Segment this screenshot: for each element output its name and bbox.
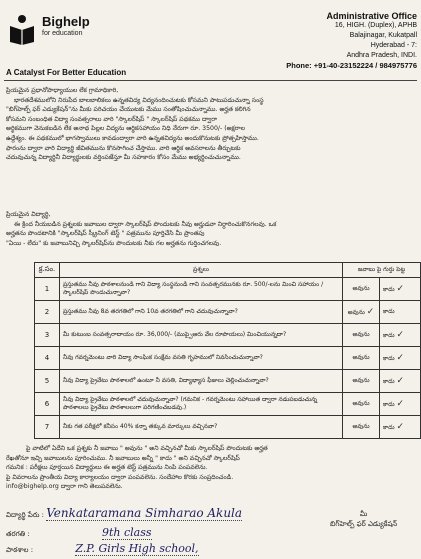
answer-yes-option[interactable]: అవును — [343, 393, 380, 416]
intro-line: ఉద్దేశ్యం. ఈ పథకములో భాగస్వాములు కావడంద్వారా వారి ఉన్నతవిద్యను అందుకొనుటకు ప్రోత్సహిస్తాము. — [6, 134, 259, 142]
row-question: ప్రస్తుతము నీవు 8వ తరగతిలో గాని 10వ తరగతిలో గాని చదువుచున్నావా? — [60, 301, 343, 324]
checkmark-icon: ✓ — [396, 353, 404, 363]
student-name-row — [6, 506, 242, 521]
office-line: Hyderabad - 7: — [370, 42, 417, 49]
student-name-label: విద్యార్థి పేరు : — [6, 511, 44, 519]
header-divider — [4, 80, 417, 81]
answer-no-option[interactable]: కాదు — [380, 301, 421, 324]
row-number: 1 — [35, 278, 60, 301]
answer-no-label: కాదు — [383, 286, 395, 293]
intro-paragraph — [6, 86, 417, 163]
answer-no-label: కాదు — [383, 401, 395, 408]
table-row — [35, 370, 421, 393]
brand-subtitle: for education — [42, 30, 83, 37]
row-question: నీవు విద్యా ప్రైవేటు పాఠశాలలో చదువుచున్నావా? (గమనిక - గవర్నమెంటు సహాయిత ద్వారా నడుపబడుచున్న పాఠశాలలు ప్రైవేటు పాఠశాలలుగా పరిగణించబడవు.) — [60, 393, 343, 416]
table-row — [35, 393, 421, 416]
table-row — [35, 324, 421, 347]
table-row — [35, 301, 421, 324]
office-line: 16, HIGH. (Duplex), APHB — [334, 22, 417, 29]
row-question: మీ కుటుంబ సంవత్సరాదాయం రూ. 36,000/- (ముప్పైఆరు వేల రూపాయలు) మించియున్నదా? — [60, 324, 343, 347]
student-name-field[interactable]: Venkataramana Simharao Akula — [46, 506, 243, 520]
student-paragraph — [6, 210, 417, 248]
footer-line: గమనిక : పరీక్షలు పూర్తయిన విద్యార్థులు ఈ అర్హత టెస్ట్ పత్రమును నింపి పంపవలెను. — [6, 464, 208, 472]
row-number: 7 — [35, 416, 60, 439]
tagline: A Catalyst For Better Education — [6, 68, 127, 77]
footer-line: రేఖతోనూ ఇచ్చి జవాబులను పూరించుము. నీ జవాబులు అన్నీ " కాదు " అని వచ్చినచో స్కాలర్‌షిప్ — [6, 454, 240, 462]
col-header-number: క్ర.సం. — [35, 263, 60, 278]
answer-no-label: కాదు — [383, 378, 395, 385]
checkmark-icon: ✓ — [396, 422, 404, 432]
footer-email: info@bighelp.org ద్వారా గాని తెలుపవలెను. — [6, 483, 123, 491]
table-header-row — [35, 263, 421, 278]
student-greeting: ప్రియమైన విద్యార్థి, — [6, 211, 51, 218]
intro-line: ఫారంను ద్వారా వారి విద్యార్థి జీవితమును కొనసాగించ చేస్తాము. వారి ఆర్థిక అవసరాలను తీర్చుటకు — [6, 144, 241, 152]
row-number: 2 — [35, 301, 60, 324]
intro-line: "బిగ్‌హెల్ప్ ఫర్ ఎడ్యుకేషన్"ను మీకు పరిచయం చేయుటకు మేము సంతోషించుచున్నాము. అర్హత కలిగిన — [6, 106, 251, 114]
answer-no-option[interactable] — [380, 370, 421, 393]
intro-line: అర్థికముగా వెనుకబడిన లేక అనాథ పిల్లల విద్యను ఆర్థికసహాయం నిధి నేరుగా రూ. 3500/- (అక్షరాల — [6, 125, 245, 133]
checkmark-icon: ✓ — [396, 330, 404, 340]
col-header-answer: జవాబు పై గుర్తు పెట్ట — [343, 263, 421, 278]
school-field[interactable]: Z.P. Girls High school, — [75, 542, 199, 555]
intro-line: భారతదేశములోని నిరుపేద బాలబాలికలు ఉన్నతవిద్య విద్యనందించుటకు కోసమని పాటుపడుచున్నా సంస్థ — [14, 96, 264, 104]
office-phone: Phone: +91-40-23152224 / 984975776 — [286, 61, 417, 70]
answer-no-label: కాదు — [383, 332, 395, 339]
answer-no-option[interactable] — [380, 393, 421, 416]
row-question: నీకు గత పరీక్షలో కనీసం 40% కన్నా తక్కువ మార్కులు వచ్చినవా? — [60, 416, 343, 439]
checkmark-icon: ✓ — [396, 376, 404, 386]
class-label: తరగతి : — [6, 530, 30, 538]
footer-line: పై వాటిలో ఏదేని ఒక ప్రశ్నకు నీ జవాబు " అవును " అని వచ్చినచో మీకు స్కాలర్‌షిప్ పొందుటకు అర్హత — [26, 445, 268, 452]
answer-no-label: కాదు — [383, 355, 395, 362]
intro-line: కోసమని సంబంధిత విద్యా సంవత్సరాలు వారి "స్కాలర్‌షిప్ " స్కాలర్‌షిప్‌ పథకము ద్వారా — [6, 115, 218, 123]
checkmark-icon: ✓ — [366, 307, 375, 317]
row-number: 5 — [35, 370, 60, 393]
footer-paragraph — [6, 444, 417, 492]
checkmark-icon: ✓ — [396, 399, 404, 409]
intro-greeting: ప్రియమైన ప్రధానోపాధ్యాయుల లేక గ్రామాధికారి, — [6, 87, 119, 94]
answer-yes-option[interactable]: అవును — [343, 370, 380, 393]
school-label: పాఠశాల : — [6, 546, 34, 554]
student-line: ఈ క్రింద నీయబడిన ప్రశ్నలకు జవాబుల ద్వారా స్కాలర్‌షిప్ పొందుటకు నీవు అర్హుడవా నిర్ధారించుకొనగలవు. ఒక — [14, 220, 277, 228]
footer-line: పై వివరాలను ప్రాంతీయ విద్యా కార్యాలయం ద్వారా పంపవలెను. సందేహాల కొరకు సంప్రదించండి. — [6, 473, 234, 481]
office-line: Balajinagar, Kukatpall — [349, 32, 417, 39]
signature-org: బిగ్‌హెల్ప్ ఫర్ ఎడ్యుకేషన్ — [330, 520, 398, 528]
col-header-question: ప్రశ్నలు — [60, 263, 343, 278]
row-number: 6 — [35, 393, 60, 416]
row-question: ప్రస్తుతము నీవు పాఠశాలనుండి గాని విద్యా సంస్థనుండి గాని సంవత్సరమునకు రూ. 500/-లను మించి సహాయం / స్కాలర్‌షిప్ పొందుచున్నావా? — [60, 278, 343, 301]
brand-name: Bighelp — [42, 14, 90, 29]
office-address — [247, 11, 417, 70]
signature-label: మీ — [359, 510, 368, 518]
student-line: "ఏయి - లేదు" కు జవాబునిచ్చి స్కాలర్‌షిప్‌ను పొందుటకు నీకు గల అర్హతను గుర్తించగలవు. — [6, 239, 222, 247]
table-row — [35, 278, 421, 301]
intro-line: చదువుచున్న విద్యార్థినీ విద్యార్థులకు వర్తింపజేస్తూ మీ సహకారం కోసం మేము అభ్యర్థించుచున్నాము. — [6, 154, 241, 162]
class-row — [6, 526, 152, 540]
office-line: Andhra Pradesh, INDI. — [346, 52, 417, 59]
row-number: 3 — [35, 324, 60, 347]
answer-no-option[interactable] — [380, 324, 421, 347]
answer-yes-option[interactable]: అవును — [343, 278, 380, 301]
eligibility-table — [34, 262, 421, 439]
office-title: Administrative Office — [326, 11, 417, 21]
answer-no-option[interactable] — [380, 278, 421, 301]
row-question: నీవు గవర్నమెంటు వారి విద్యా సాంఘిక సంక్షేమ వసతి గృహములో నివసించుచున్నావా? — [60, 347, 343, 370]
school-row — [6, 542, 199, 556]
student-line: అర్హతను పొందటానికి "స్కాలర్‌షిప్ స్క్రీనింగ్ టెస్ట్ " పత్రమును పూర్తిచేసి మీ ప్రాంతపు — [6, 230, 205, 238]
row-number: 4 — [35, 347, 60, 370]
table-row — [35, 416, 421, 439]
answer-no-label: కాదు — [383, 424, 395, 431]
checkmark-icon: ✓ — [396, 284, 404, 294]
answer-yes-option[interactable]: అవును — [343, 416, 380, 439]
row-question: నీవు విద్యా ప్రైవేటు పాఠశాలలో ఉంటూ నీ వసతి, విద్యాభ్యాస ఫీజులు చెల్లించుచున్నావా? — [60, 370, 343, 393]
answer-yes-option[interactable] — [343, 301, 380, 324]
signature-block — [330, 510, 397, 530]
class-field[interactable]: 9th class — [101, 526, 152, 539]
table-row — [35, 347, 421, 370]
answer-yes-option[interactable]: అవును — [343, 347, 380, 370]
answer-no-option[interactable] — [380, 416, 421, 439]
answer-yes-option[interactable]: అవును — [343, 324, 380, 347]
answer-yes-label: అవును — [347, 309, 365, 316]
answer-no-option[interactable] — [380, 347, 421, 370]
bighelp-logo-icon — [8, 14, 36, 46]
